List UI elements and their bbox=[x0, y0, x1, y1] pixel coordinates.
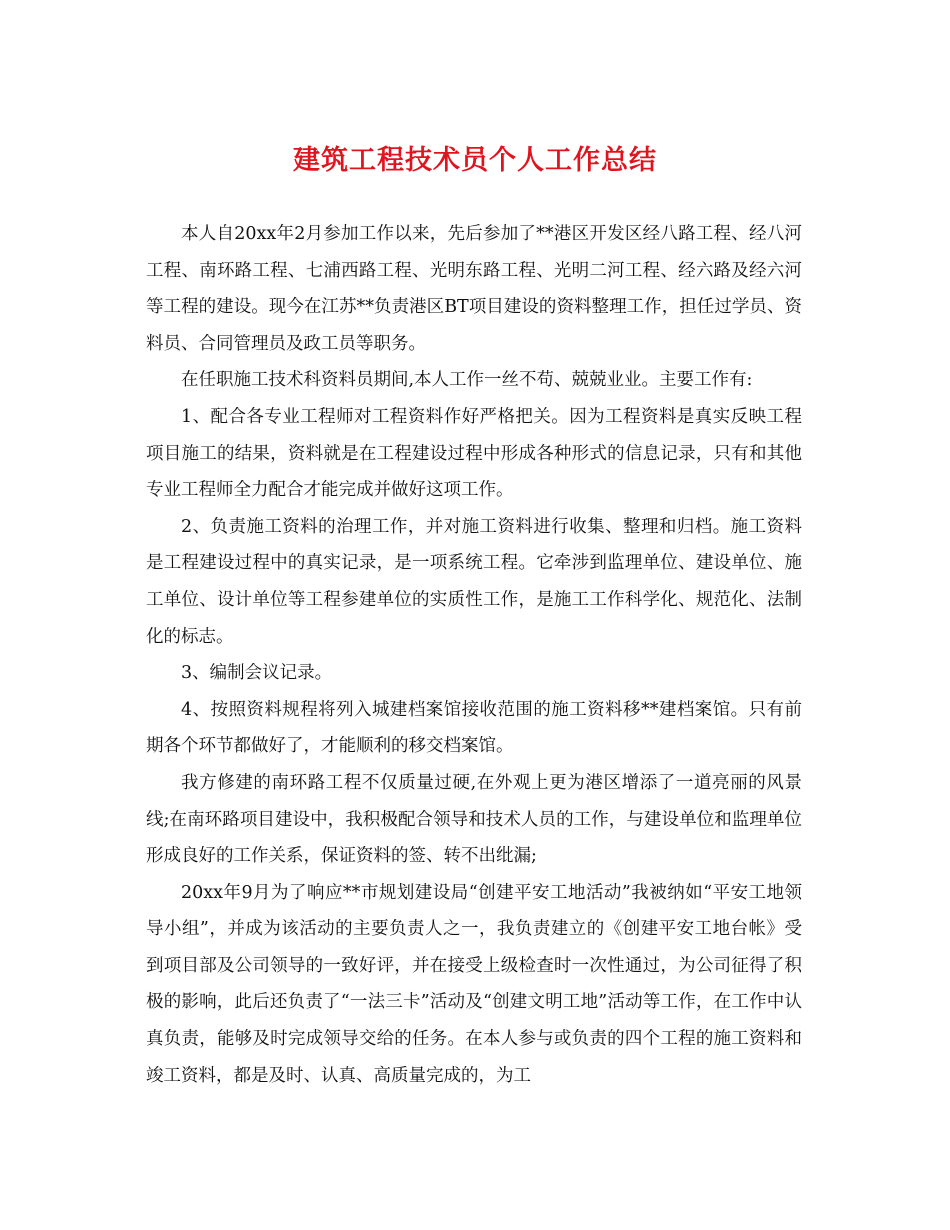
paragraph-nanhuan-road: 我方修建的南环路工程不仅质量过硬,在外观上更为港区增添了一道亮丽的风景线;在南环路项目建设中，我积极配合领导和技术人员的工作，与建设单位和监理单位形成良好的工作关系，保证资料的签、转不出纰漏; bbox=[146, 772, 802, 867]
document-title: 建筑工程技术员个人工作总结 bbox=[293, 145, 657, 176]
document-body bbox=[146, 216, 802, 1094]
paragraph-safe-site: 20xx年9月为了响应**市规划建设局“创建平安工地活动”我被纳如“平安工地领导小组”，并成为该活动的主要负责人之一，我负责建立的《创建平安工地台帐》受到项目部及公司领导的一致好评，并在接受上级检查时一次性通过，为公司征得了积极的影响，此后还负责了“一法三卡”活动及“创建文明工地”活动等工作，在工作中认真负责，能够及时完成领导交给的任务。在本人参与或负责的四个工程的施工资料和竣工资料，都是及时、认真、高质量完成的，为工 bbox=[146, 882, 802, 1086]
paragraph-duty-3: 3、编制会议记录。 bbox=[181, 663, 333, 684]
paragraph-duty-4: 4、按照资料规程将列入城建档案馆接收范围的施工资料移**建档案馆。只有前期各个环节都做好了，才能顺利的移交档案馆。 bbox=[146, 699, 802, 757]
paragraph-duty-2: 2、负责施工资料的治理工作，并对施工资料进行收集、整理和归档。施工资料是工程建设过程中的真实记录，是一项系统工程。它牵涉到监理单位、建设单位、施工单位、设计单位等工程参建单位的实质性工作，是施工工作科学化、规范化、法制化的标志。 bbox=[146, 516, 802, 647]
paragraph-duties-heading: 在任职施工技术科资料员期间,本人工作一丝不苟、兢兢业业。主要工作有: bbox=[181, 370, 753, 391]
paragraph-intro: 本人自20xx年2月参加工作以来，先后参加了**港区开发区经八路工程、经八河工程、南环路工程、七浦西路工程、光明东路工程、光明二河工程、经六路及经六河等工程的建设。现今在江苏**负责港区BT项目建设的资料整理工作，担任过学员、资料员、合同管理员及政工员等职务。 bbox=[146, 224, 802, 354]
paragraph-duty-1: 1、配合各专业工程师对工程资料作好严格把关。因为工程资料是真实反映工程项目施工的结果，资料就是在工程建设过程中形成各种形式的信息记录，只有和其他专业工程师全力配合才能完成并做好这项工作。 bbox=[146, 406, 802, 501]
